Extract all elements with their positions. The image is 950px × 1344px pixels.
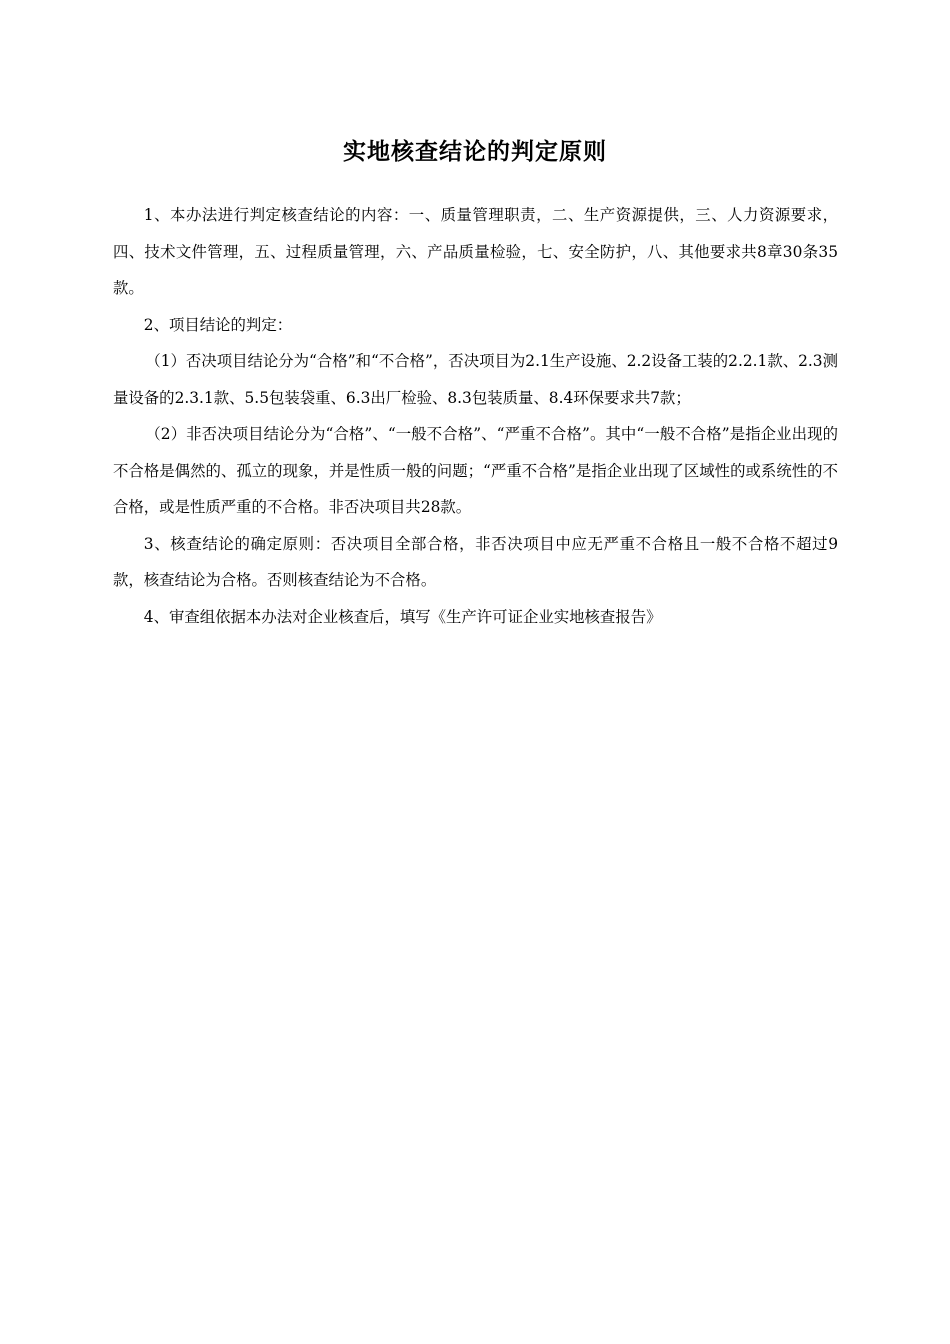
paragraph-item-judgment-heading: 2、项目结论的判定： — [143, 315, 293, 334]
document-body — [113, 197, 838, 635]
paragraph-report-instruction: 4、审查组依据本办法对企业核查后，填写《生产许可证企业实地核查报告》 — [143, 607, 662, 626]
paragraph-scope: 1、本办法进行判定核查结论的内容：一、质量管理职责，二、生产资源提供，三、人力资源要求，四、技术文件管理，五、过程质量管理，六、产品质量检验，七、安全防护，八、其他要求共8章30条35款。 — [113, 206, 838, 297]
paragraph-conclusion-principle: 3、核查结论的确定原则：否决项目全部合格，非否决项目中应无严重不合格且一般不合格不超过9款，核查结论为合格。否则核查结论为不合格。 — [113, 534, 838, 589]
document-title: 实地核查结论的判定原则 — [343, 139, 607, 165]
paragraph-veto-items: （1）否决项目结论分为“合格”和“不合格”，否决项目为2.1生产设施、2.2设备工装的2.2.1款、2.3测量设备的2.3.1款、5.5包装袋重、6.3出厂检验、8.3包装质量、8.4环保要求共7款； — [113, 352, 838, 407]
paragraph-non-veto-items: （2）非否决项目结论分为“合格”、“一般不合格”、“严重不合格”。其中“一般不合格”是指企业出现的不合格是偶然的、孤立的现象，并是性质一般的问题；“严重不合格”是指企业出现了区域性的或系统性的不合格，或是性质严重的不合格。非否决项目共28款。 — [113, 425, 838, 516]
